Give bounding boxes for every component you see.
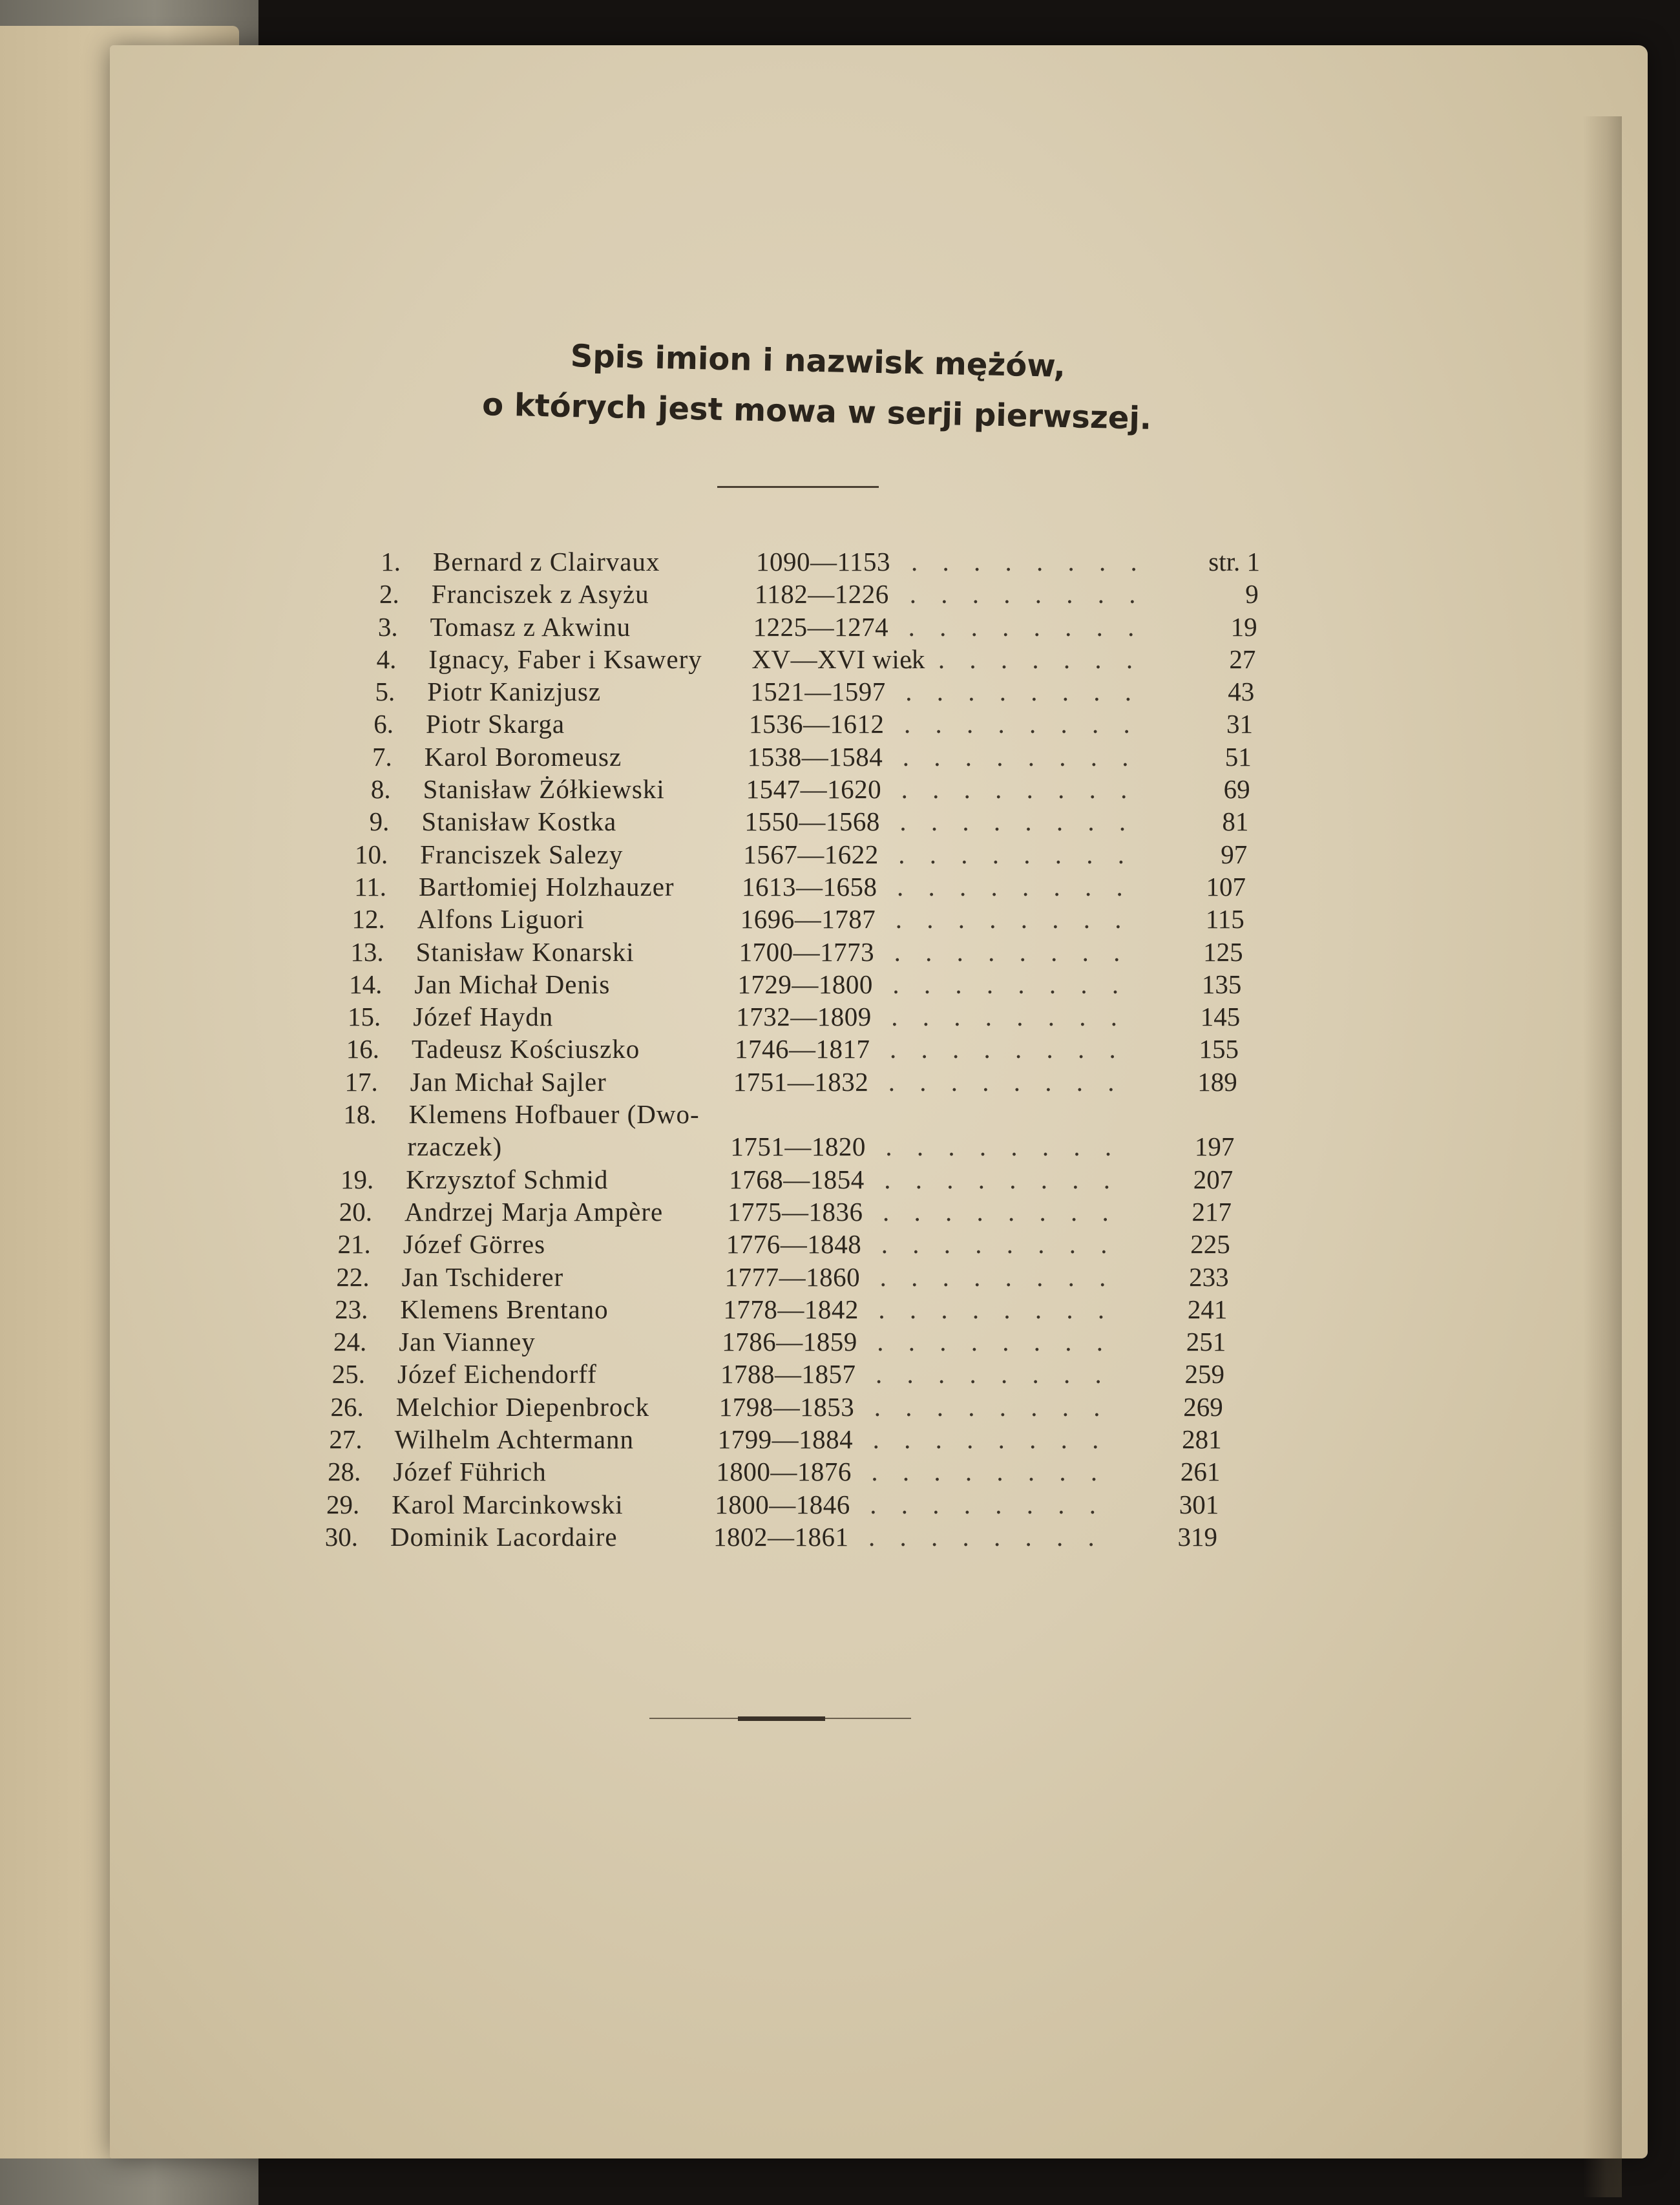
entry-number: 12.	[352, 904, 385, 934]
entry-page-number: 81	[1222, 807, 1249, 837]
toc-entry	[287, 936, 1256, 969]
entry-page-number: 51	[1224, 741, 1252, 772]
toc-entry	[284, 1001, 1253, 1033]
entry-number: 18.	[343, 1099, 377, 1130]
entry-number: 13.	[350, 936, 384, 967]
dot-leader: . . . . . . . .	[905, 677, 1140, 707]
entry-years: 1700—1773	[739, 936, 875, 967]
toc-entry	[302, 578, 1272, 611]
entry-number: 15.	[347, 1002, 381, 1032]
dot-leader: . . . . . . . .	[884, 1164, 1119, 1194]
dot-leader: . . . . . . . .	[874, 1391, 1109, 1422]
entry-number: 4.	[376, 644, 397, 674]
entry-years: 1768—1854	[729, 1164, 865, 1194]
entry-number: 8.	[370, 774, 391, 805]
toc-entry	[262, 1489, 1232, 1521]
entry-name: Tomasz z Akwinu	[430, 611, 631, 642]
entry-years: 1182—1226	[754, 579, 889, 609]
entry-years: 1800—1876	[716, 1457, 852, 1487]
entry-page-number: 251	[1186, 1327, 1226, 1357]
entry-number: 6.	[373, 709, 394, 739]
entry-name: Jan Michał Denis	[414, 969, 611, 999]
dot-leader: . . . . . . . .	[870, 1489, 1105, 1519]
entry-page-number: 43	[1228, 677, 1255, 707]
dot-leader: . . . . . . . .	[892, 969, 1128, 999]
entry-name: Wilhelm Achtermann	[394, 1424, 635, 1455]
entry-years: 1567—1622	[743, 839, 879, 869]
dot-leader: . . . . . . . .	[881, 1229, 1117, 1260]
entry-number: 2.	[379, 579, 399, 609]
dot-leader: . . . . . . . .	[894, 936, 1129, 967]
entry-years: 1798—1853	[719, 1391, 855, 1422]
entry-name: Józef Führich	[393, 1457, 547, 1487]
toc-entry	[266, 1424, 1235, 1456]
entry-name: Andrzej Marja Ampère	[404, 1196, 664, 1227]
dot-leader: . . . . . . . .	[907, 644, 1142, 674]
toc-entry	[297, 708, 1266, 741]
entry-page-number: 233	[1189, 1261, 1229, 1292]
entry-name: rzaczek)	[407, 1132, 503, 1162]
entry-name: Krzysztof Schmid	[406, 1164, 609, 1194]
dot-leader: . . . . . . . .	[871, 1457, 1107, 1487]
entry-page-number: str. 1	[1208, 547, 1260, 576]
title-line-2: o których jest mowa w serji pierwszej.	[481, 386, 1152, 437]
toc-entry	[267, 1391, 1236, 1424]
entry-number: 28.	[328, 1457, 361, 1487]
entry-page-number: 125	[1203, 936, 1243, 967]
entry-page-number: 207	[1193, 1164, 1234, 1194]
entry-number: 20.	[339, 1196, 372, 1227]
entry-name: Karol Marcinkowski	[392, 1489, 624, 1519]
entry-name: Jan Michał Sajler	[410, 1066, 607, 1097]
toc-entry	[261, 1521, 1230, 1554]
entry-years: 1788—1857	[720, 1359, 856, 1389]
entry-number: 24.	[333, 1327, 367, 1357]
table-of-contents	[304, 546, 1273, 1554]
entry-number: 11.	[354, 871, 386, 902]
entry-name: Jan Vianney	[399, 1327, 536, 1357]
toc-entry	[273, 1261, 1242, 1294]
page-edges	[1583, 116, 1622, 2197]
entry-years: 1090—1153	[756, 547, 890, 576]
entry-name: Stanisław Żółkiewski	[423, 774, 665, 805]
entry-years: 1776—1848	[726, 1229, 862, 1260]
toc-entry	[264, 1456, 1233, 1488]
entry-page-number: 197	[1194, 1132, 1235, 1162]
title-line-1: Spis imion i nazwisk mężów,	[570, 337, 1066, 385]
toc-entry	[275, 1196, 1244, 1229]
entry-number: 22.	[336, 1261, 370, 1292]
entry-page-number: 319	[1177, 1521, 1217, 1552]
entry-name: Ignacy, Faber i Ksawery	[428, 644, 702, 674]
dot-leader: . . . . . . . .	[911, 547, 1146, 576]
dot-leader: . . . . . . . .	[897, 871, 1132, 902]
toc-entry	[299, 644, 1268, 676]
dot-leader: . . . . . . . .	[885, 1132, 1121, 1162]
entry-years: 1786—1859	[722, 1327, 857, 1357]
entry-page-number: 27	[1229, 644, 1256, 674]
entry-name: Karol Boromeusz	[424, 741, 622, 772]
entry-number: 27.	[329, 1424, 362, 1455]
entry-number: 14.	[349, 969, 383, 999]
entry-number: 26.	[330, 1391, 364, 1422]
entry-years: 1225—1274	[753, 611, 889, 642]
toc-entry	[268, 1358, 1237, 1391]
entry-number: 7.	[372, 741, 392, 772]
page-title	[413, 328, 1223, 445]
entry-years: 1538—1584	[747, 741, 883, 772]
entry-page-number: 269	[1183, 1391, 1223, 1422]
entry-years: 1550—1568	[744, 807, 880, 837]
dot-leader: . . . . . . . .	[878, 1294, 1114, 1324]
toc-entry	[277, 1164, 1246, 1196]
entry-name: Jan Tschiderer	[401, 1261, 564, 1292]
entry-number: 10.	[354, 839, 388, 869]
dot-leader: . . . . . . . .	[902, 741, 1138, 772]
dot-leader: . . . . . . . .	[898, 839, 1133, 869]
entry-page-number: 115	[1205, 904, 1244, 934]
entry-page-number: 259	[1184, 1359, 1224, 1389]
entry-name: Tadeusz Kościuszko	[412, 1034, 640, 1064]
entry-page-number: 225	[1190, 1229, 1230, 1260]
toc-entry	[281, 1066, 1250, 1099]
entry-page-number: 281	[1182, 1424, 1222, 1455]
entry-name: Dominik Lacordaire	[390, 1521, 618, 1552]
dot-leader: . . . . . . . .	[890, 1034, 1125, 1064]
entry-number: 30.	[324, 1521, 358, 1552]
dot-leader: . . . . . . . .	[888, 1066, 1124, 1097]
entry-years: 1751—1832	[733, 1066, 869, 1097]
toc-entry	[269, 1326, 1239, 1358]
entry-number: 23.	[335, 1294, 368, 1324]
toc-entry	[301, 611, 1270, 644]
toc-entry	[282, 1033, 1252, 1066]
dot-leader: . . . . . . . .	[868, 1521, 1104, 1552]
title-divider	[717, 486, 879, 488]
dot-leader: . . . . . . . .	[899, 807, 1135, 837]
entry-years: 1800—1846	[715, 1489, 850, 1519]
dot-leader: . . . . . . . .	[876, 1359, 1111, 1389]
entry-years: 1729—1800	[737, 969, 873, 999]
entry-page-number: 97	[1221, 839, 1248, 869]
dot-leader: . . . . . . . .	[877, 1327, 1112, 1357]
entry-number: 19.	[340, 1164, 374, 1194]
entry-years: 1802—1861	[713, 1521, 849, 1552]
entry-number: 16.	[346, 1034, 379, 1064]
dot-leader: . . . . . . . .	[891, 1002, 1126, 1032]
entry-number: 29.	[326, 1489, 360, 1519]
toc-entry	[271, 1294, 1240, 1326]
entry-number: 5.	[375, 677, 395, 707]
dot-leader: . . . . . . . .	[895, 904, 1131, 934]
entry-name: Alfons Liguori	[417, 904, 585, 934]
dot-leader: . . . . . . . .	[904, 709, 1139, 739]
entry-years: XV—XVI wiek	[751, 644, 925, 674]
entry-name: Józef Eichendorff	[397, 1359, 597, 1389]
entry-name: Franciszek z Asyżu	[431, 579, 649, 609]
entry-name: Piotr Kanizjusz	[427, 677, 602, 707]
entry-page-number: 69	[1223, 774, 1250, 805]
entry-years: 1521—1597	[750, 677, 886, 707]
entry-page-number: 155	[1199, 1034, 1239, 1064]
entry-number: 21.	[337, 1229, 371, 1260]
entry-name: Bernard z Clairvaux	[433, 547, 660, 576]
entry-years: 1746—1817	[735, 1034, 870, 1064]
toc-entry	[285, 969, 1254, 1001]
entry-page-number: 135	[1201, 969, 1242, 999]
entry-page-number: 145	[1200, 1002, 1241, 1032]
entry-years: 1547—1620	[746, 774, 882, 805]
entry-name: Klemens Brentano	[400, 1294, 609, 1324]
toc-entry	[291, 839, 1260, 871]
entry-name: Józef Görres	[403, 1229, 546, 1260]
entry-page-number: 217	[1192, 1196, 1232, 1227]
entry-years: 1751—1820	[730, 1132, 866, 1162]
entry-years: 1696—1787	[740, 904, 876, 934]
entry-page-number: 241	[1187, 1294, 1228, 1324]
entry-name: Piotr Skarga	[426, 709, 565, 739]
entry-page-number: 31	[1226, 709, 1253, 739]
entry-name: Bartłomiej Holzhauzer	[419, 871, 675, 902]
dot-leader: . . . . . . . .	[908, 611, 1144, 642]
dot-leader: . . . . . . . .	[883, 1196, 1118, 1227]
entry-years: 1778—1842	[723, 1294, 859, 1324]
entry-number: 25.	[331, 1359, 365, 1389]
toc-entry	[294, 774, 1263, 806]
entry-name: Józef Haydn	[413, 1002, 554, 1032]
toc-entry	[288, 903, 1257, 936]
entry-name: Melchior Diepenbrock	[395, 1391, 650, 1422]
entry-page-number: 19	[1230, 611, 1257, 642]
entry-years: 1775—1836	[728, 1196, 863, 1227]
toc-entry	[295, 741, 1265, 774]
entry-years: 1799—1884	[717, 1424, 854, 1455]
toc-entry	[289, 871, 1259, 903]
entry-name: Stanisław Konarski	[415, 936, 635, 967]
entry-number: 9.	[369, 807, 390, 837]
entry-years: 1732—1809	[736, 1002, 872, 1032]
entry-number: 17.	[344, 1066, 378, 1097]
entry-number: 3.	[377, 611, 398, 642]
toc-entry	[298, 676, 1267, 708]
entry-page-number: 107	[1206, 871, 1246, 902]
entry-years: 1613—1658	[742, 871, 877, 902]
entry-number: 1.	[381, 547, 401, 576]
toc-entry	[274, 1229, 1243, 1261]
entry-years: 1536—1612	[749, 709, 885, 739]
entry-page-number: 261	[1180, 1457, 1221, 1487]
footer-divider-bold	[738, 1716, 825, 1721]
entry-page-number: 301	[1179, 1489, 1219, 1519]
entry-name: Franciszek Salezy	[420, 839, 624, 869]
entry-name: Klemens Hofbauer (Dwo-	[408, 1099, 700, 1130]
dot-leader: . . . . . . . .	[901, 774, 1137, 805]
entry-page-number: 189	[1197, 1066, 1237, 1097]
entry-page-number: 9	[1245, 579, 1259, 609]
dot-leader: . . . . . . . .	[872, 1424, 1108, 1455]
toc-entry	[292, 806, 1261, 838]
entry-name: Stanisław Kostka	[421, 807, 617, 837]
toc-entry	[304, 546, 1273, 578]
entry-years: 1777—1860	[724, 1261, 861, 1292]
toc-entry	[280, 1099, 1249, 1131]
dot-leader: . . . . . . . .	[879, 1261, 1115, 1292]
toc-entry	[278, 1131, 1247, 1163]
dot-leader: . . . . . . . .	[909, 579, 1145, 609]
